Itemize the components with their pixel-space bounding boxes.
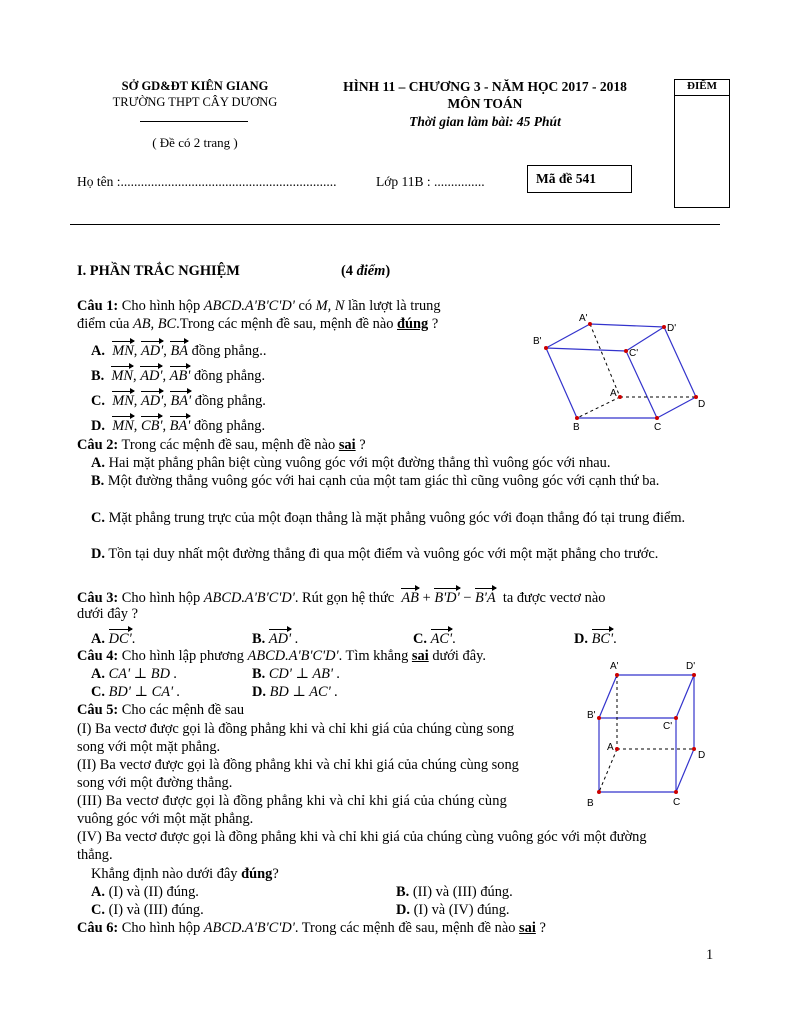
- edge-d1-d: [664, 327, 696, 397]
- q1-opt-b-label: B.: [91, 368, 105, 384]
- edge-a1-b1: [599, 675, 617, 718]
- edge-b1-c1: [546, 348, 626, 351]
- q1-option-a[interactable]: A. MN, AD', BA đồng phẳng..: [91, 340, 266, 360]
- q3-text-c: ta được vectơ nào: [502, 590, 606, 606]
- vector-ba1: BA': [170, 390, 191, 410]
- q1-option-d[interactable]: D. MN, CB', BA' đồng phẳng.: [91, 415, 265, 435]
- label-a: A: [607, 742, 614, 753]
- q5-opt-a-label: A.: [91, 884, 105, 900]
- q3-option-b[interactable]: B. AD' .: [252, 628, 298, 648]
- q5-statement-line: song với một đường thẳng.: [77, 775, 233, 791]
- hidden-edge-a-b: [599, 749, 617, 792]
- vertex-c: [674, 790, 678, 794]
- q2-end: ?: [359, 437, 366, 453]
- vertex-b1: [544, 346, 548, 350]
- vertex-c1: [624, 349, 628, 353]
- score-box: [674, 79, 730, 208]
- q4-option-a[interactable]: [91, 666, 177, 683]
- question-3-line2: dưới đây ?: [77, 606, 138, 622]
- score-label: ĐIỂM: [687, 80, 717, 92]
- q5-opt-c-text: (I) và (III) đúng.: [108, 902, 204, 918]
- edge-b1-b: [546, 348, 577, 418]
- q5-option-c[interactable]: [91, 902, 204, 919]
- q1-text: Cho hình hộp: [121, 298, 201, 314]
- minus-sign: −: [463, 590, 472, 606]
- q4-text-c: dưới đây.: [432, 648, 486, 664]
- q1-opt-d-text: đồng phẳng.: [193, 418, 266, 434]
- q2-opt-a-text: Hai mặt phẳng phân biệt cùng vuông góc với một đường thẳng thì vuông góc với nhau.: [108, 455, 611, 471]
- label-c: C: [673, 797, 681, 808]
- q1-text-b: có: [298, 298, 313, 314]
- q5-opt-a-text: (I) và (II) đúng.: [108, 884, 199, 900]
- label-b: B: [587, 798, 594, 809]
- question-6: [77, 920, 546, 937]
- q1-text-d: điểm của: [77, 316, 130, 332]
- q1-text-c: lần lượt là trung: [348, 298, 441, 314]
- q2-text: Trong các mệnh đề sau, mệnh đề nào: [121, 437, 336, 453]
- q5-ask-end: ?: [272, 866, 279, 882]
- q2-opt-d-label: D.: [91, 546, 105, 562]
- q5-option-a[interactable]: [91, 884, 199, 901]
- q4-opt-a-math: CA' ⊥ BD .: [108, 666, 178, 682]
- exam-time: Thời gian làm bài: 45 Phút: [409, 114, 561, 129]
- vertex-d: [692, 747, 696, 751]
- q4-opt-b-math: CD' ⊥ AB' .: [268, 666, 341, 682]
- label-b1: B': [587, 710, 596, 721]
- q4-opt-c-label: C.: [91, 684, 105, 700]
- hidden-edge-a1-a: [590, 324, 620, 397]
- q6-text-b: . Trong các mệnh đề sau, mệnh đề nào: [294, 920, 516, 936]
- header-underline: [140, 121, 248, 122]
- q4-opt-c-math: BD' ⊥ CA' .: [108, 684, 181, 700]
- q4-option-d[interactable]: [252, 684, 338, 701]
- vertex-c: [655, 416, 659, 420]
- q6-end: ?: [539, 920, 546, 936]
- q6-text-a: Cho hình hộp: [121, 920, 201, 936]
- section-points: (4 điểm): [341, 263, 391, 279]
- page-number: 1: [706, 947, 714, 963]
- q5-opt-d-label: D.: [396, 902, 410, 918]
- q5-option-d[interactable]: [396, 902, 510, 919]
- label-c1: C': [663, 721, 673, 732]
- q2-option-c[interactable]: [77, 510, 722, 528]
- label-b1: B': [533, 336, 542, 347]
- q5-statement-line: song với một mặt phẳng.: [77, 739, 221, 755]
- edge-c-d: [676, 749, 694, 792]
- vector-ad1: AD': [140, 365, 162, 385]
- q6-label: Câu 6:: [77, 920, 119, 936]
- label-a1: A': [579, 313, 588, 324]
- q5-opt-b-text: (II) và (III) đúng.: [412, 884, 513, 900]
- vertex-b: [597, 790, 601, 794]
- q2-label: Câu 2:: [77, 437, 119, 453]
- section-title: I. PHẦN TRẮC NGHIỆM: [77, 263, 240, 279]
- vector-bc1: BC': [592, 628, 613, 648]
- vertex-d1: [692, 673, 696, 677]
- q5-statement-line: vuông góc với một mặt phẳng.: [77, 811, 254, 827]
- q2-opt-a-label: A.: [91, 455, 105, 471]
- label-d: D: [698, 750, 706, 761]
- q3-text-b: . Rút gọn hệ thức: [294, 590, 395, 606]
- q5-opt-d-text: (I) và (IV) đúng.: [413, 902, 510, 918]
- q1-label: Câu 1:: [77, 298, 119, 314]
- q2-opt-c-text: Mặt phẳng trung trực của một đoạn thẳng là mặt phẳng vuông góc với đoạn thẳng đó tại trung điểm.: [108, 510, 686, 526]
- q6-solid: ABCD.A'B'C'D': [203, 920, 295, 936]
- question-1-line2: [77, 316, 438, 333]
- parallelepiped-figure: [530, 308, 720, 438]
- label-b: B: [573, 422, 580, 433]
- q6-key: sai: [519, 920, 536, 936]
- q3-opt-b-label: B.: [252, 631, 266, 647]
- q5-question: [91, 866, 279, 883]
- vertex-c1: [674, 716, 678, 720]
- vector-dc1: DC': [109, 628, 132, 648]
- label-a1: A': [610, 661, 619, 672]
- q1-solid: ABCD.A'B'C'D': [203, 298, 295, 314]
- q4-opt-d-math: BD ⊥ AC' .: [269, 684, 338, 700]
- edge-a1-b1: [546, 324, 590, 348]
- q5-statement-line: thẳng.: [77, 847, 113, 863]
- q1-opt-c-label: C.: [91, 393, 105, 409]
- edge-c1-d1: [676, 675, 694, 718]
- q5-option-b[interactable]: [396, 884, 513, 901]
- question-4: [77, 648, 486, 665]
- question-2: [77, 437, 366, 454]
- department-name: SỞ GD&ĐT KIÊN GIANG: [121, 79, 269, 93]
- q3-opt-c-label: C.: [413, 631, 427, 647]
- q5-text: Cho các mệnh đề sau: [121, 702, 245, 718]
- vector-b1d1: B'D': [434, 587, 459, 607]
- vector-ad1: AD': [269, 628, 291, 648]
- q4-label: Câu 4:: [77, 648, 119, 664]
- vertex-a: [615, 747, 619, 751]
- vertex-b1: [597, 716, 601, 720]
- q4-key: sai: [411, 648, 429, 664]
- q4-opt-d-label: D.: [252, 684, 266, 700]
- q1-end: ?: [431, 316, 439, 332]
- q1-key: đúng: [397, 316, 429, 332]
- q1-option-b[interactable]: B. MN, AD', AB' đồng phẳng.: [91, 365, 265, 385]
- q4-option-b[interactable]: [252, 666, 340, 683]
- q4-opt-b-label: B.: [252, 666, 266, 682]
- q1-ab-bc: AB, BC: [132, 316, 177, 332]
- q2-opt-b-text: Một đường thẳng vuông góc với hai cạnh của một tam giác thì cũng vuông góc với cạnh thứ ba.: [107, 473, 660, 489]
- q2-key: sai: [338, 437, 356, 453]
- student-name-field[interactable]: Họ tên :................................................................: [77, 174, 337, 189]
- vector-mn: MN: [112, 340, 134, 360]
- q4-text-b: . Tìm khẳng: [338, 648, 409, 664]
- edge-c1-c: [626, 351, 657, 418]
- q3-option-c[interactable]: C. AC'.: [413, 628, 456, 648]
- q2-option-a[interactable]: [77, 455, 722, 473]
- pages-note: ( Đề có 2 trang ): [152, 135, 238, 150]
- q5-ask: Khẳng định nào dưới đây: [91, 866, 238, 882]
- hidden-edge-a-b: [577, 397, 620, 418]
- exam-title: HÌNH 11 – CHƯƠNG 3 - NĂM HỌC 2017 - 2018: [343, 79, 627, 94]
- school-name: TRƯỜNG THPT CÂY DƯƠNG: [112, 95, 278, 109]
- q1-opt-c-text: đồng phẳng.: [194, 393, 266, 409]
- vector-ba: BA: [170, 340, 188, 360]
- vector-cb1: CB': [141, 415, 162, 435]
- q1-opt-a-label: A.: [91, 343, 105, 359]
- edge-a1-d1: [590, 324, 664, 327]
- label-a: A: [610, 388, 617, 399]
- q1-opt-b-text: đồng phẳng.: [193, 368, 266, 384]
- q2-option-d[interactable]: [77, 546, 722, 564]
- vertex-a: [618, 395, 622, 399]
- q3-solid: ABCD.A'B'C'D': [203, 590, 295, 606]
- class-field[interactable]: Lớp 11B : ...............: [376, 174, 485, 189]
- q4-text-a: Cho hình lập phương: [121, 648, 244, 664]
- q3-opt-d-label: D.: [574, 631, 588, 647]
- q1-mn: M, N: [315, 298, 345, 314]
- vector-mn: MN: [112, 390, 134, 410]
- q3-option-a[interactable]: A. DC'.: [91, 628, 135, 648]
- vertex-a1: [588, 322, 592, 326]
- header-divider: [70, 224, 720, 225]
- q3-label: Câu 3:: [77, 590, 119, 606]
- q1-opt-a-text: đồng phẳng..: [191, 343, 267, 359]
- label-c1: C': [629, 348, 639, 359]
- q2-opt-d-text: Tồn tại duy nhất một đường thẳng đi qua một điểm và vuông góc với một mặt phẳng cho trước.: [108, 546, 659, 562]
- vector-ac1: AC': [431, 628, 452, 648]
- q4-opt-a-label: A.: [91, 666, 105, 682]
- vertex-b: [575, 416, 579, 420]
- vector-mn: MN: [111, 365, 133, 385]
- q4-solid: ABCD.A'B'C'D': [247, 648, 339, 664]
- label-d1: D': [686, 661, 696, 672]
- label-d: D: [698, 399, 706, 410]
- subject-title: MÔN TOÁN: [447, 96, 523, 111]
- q2-opt-c-label: C.: [91, 510, 105, 526]
- q5-label: Câu 5:: [77, 702, 119, 718]
- q5-ask-key: đúng: [241, 866, 273, 882]
- vertex-d1: [662, 325, 666, 329]
- label-d1: D': [667, 323, 677, 334]
- q2-option-b[interactable]: [77, 473, 722, 491]
- vector-ad1: AD': [141, 340, 163, 360]
- question-5: [77, 702, 244, 719]
- q1-opt-d-label: D.: [91, 418, 105, 434]
- vector-ab1: AB': [170, 365, 191, 385]
- q3-text-a: Cho hình hộp: [121, 590, 201, 606]
- label-c: C: [654, 422, 662, 433]
- vector-ad1: AD': [141, 390, 163, 410]
- vector-ab: AB: [401, 587, 419, 607]
- q5-statement-line: (II) Ba vectơ được gọi là đồng phẳng khi và chỉ khi giá của chúng cùng song: [77, 757, 519, 773]
- cube-figure: [585, 660, 720, 810]
- q2-opt-b-label: B.: [91, 473, 105, 489]
- vector-b1a: B'A: [475, 587, 496, 607]
- q5-opt-b-label: B.: [396, 884, 410, 900]
- q1-text-e: .Trong các mệnh đề sau, mệnh đề nào: [176, 316, 394, 332]
- q5-statement-line: (IV) Ba vectơ được gọi là đồng phẳng khi và chỉ khi giá của chúng cùng vuông góc với một đường: [77, 829, 647, 845]
- q3-option-d[interactable]: D. BC'.: [574, 628, 617, 648]
- q1-option-c[interactable]: C. MN, AD', BA' đồng phẳng.: [91, 390, 266, 410]
- q5-statement-line: (III) Ba vectơ được gọi là đồng phẳng khi và chỉ khi giá của chúng cùng: [77, 793, 508, 809]
- vertex-a1: [615, 673, 619, 677]
- question-3: [77, 587, 605, 607]
- q3-opt-a-label: A.: [91, 631, 105, 647]
- question-1: [77, 298, 441, 315]
- q4-option-c[interactable]: [91, 684, 180, 701]
- plus-sign: +: [422, 590, 431, 606]
- vector-ba1: BA': [170, 415, 191, 435]
- q5-opt-c-label: C.: [91, 902, 105, 918]
- q5-statement-line: (I) Ba vectơ được gọi là đồng phẳng khi và chỉ khi giá của chúng cùng song: [77, 721, 515, 737]
- edge-c-d: [657, 397, 696, 418]
- vector-mn: MN: [112, 415, 134, 435]
- exam-code: Mã đề 541: [536, 171, 596, 186]
